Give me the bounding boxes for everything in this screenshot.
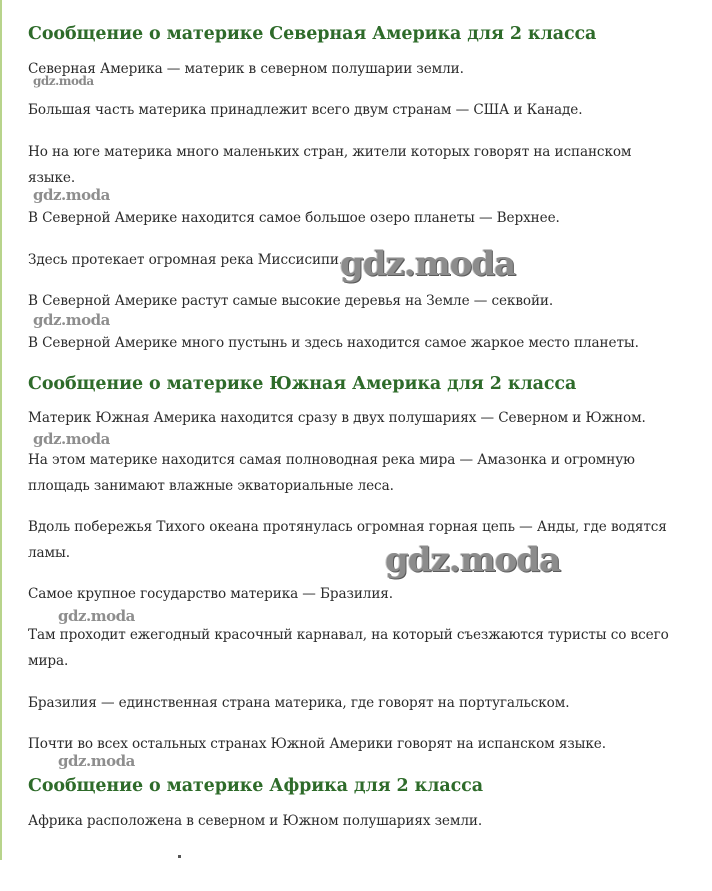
paragraph: В Северной Америке растут самые высокие деревья на Земле — секвойи. xyxy=(28,293,554,309)
watermark-logo: gdz.moda xyxy=(33,311,110,329)
paragraph: На этом материке находится самая полноводная река мира — Амазонка и огромную площадь занимают влажные экваториальные леса. xyxy=(28,452,635,494)
paragraph: Материк Южная Америка находится сразу в двух полушариях — Северном и Южном. xyxy=(28,410,646,426)
watermark-logo: gdz.moda xyxy=(58,607,135,625)
heading-north-america: Сообщение о материке Северная Америка для 2 класса xyxy=(28,24,597,44)
paragraph: Там проходит ежегодный красочный карнавал, на который съезжаются туристы со всего мира. xyxy=(28,627,669,669)
watermark-logo: gdz.moda xyxy=(385,540,561,580)
heading-south-america: Сообщение о материке Южная Америка для 2 класса xyxy=(28,374,577,394)
paragraph: Северная Америка — материк в северном полушарии земли. xyxy=(28,61,464,77)
paragraph: Бразилия — единственная страна материка, где говорят на португальском. xyxy=(28,695,570,711)
paragraph: Африка расположена в северном и Южном полушариях земли. xyxy=(28,813,483,829)
paragraph: Почти во всех остальных странах Южной Америки говорят на испанском языке. xyxy=(28,736,606,752)
watermark-logo: gdz.moda xyxy=(33,430,110,448)
paragraph: Здесь протекает огромная река Миссисипи. xyxy=(28,252,344,268)
watermark-logo: gdz.moda xyxy=(33,74,94,88)
paragraph: Но на юге материка много маленьких стран, жители которых говорят на испанском языке. xyxy=(28,144,632,186)
watermark-logo: gdz.moda xyxy=(340,244,516,284)
watermark-logo: gdz.moda xyxy=(58,752,135,770)
paragraph: В Северной Америке много пустынь и здесь находится самое жаркое место планеты. xyxy=(28,335,639,351)
paragraph: Самое крупное государство материка — Бразилия. xyxy=(28,586,393,602)
paragraph: Большая часть материка принадлежит всего двум странам — США и Канаде. xyxy=(28,102,583,118)
watermark-logo: gdz.moda xyxy=(33,186,110,204)
paragraph: В Северной Америке находится самое большое озеро планеты — Верхнее. xyxy=(28,210,560,226)
paragraph: Вдоль побережья Тихого океана протянулась огромная горная цепь — Анды, где водятся ламы. xyxy=(28,519,667,561)
cutoff-mark xyxy=(178,855,181,858)
heading-africa: Сообщение о материке Африка для 2 класса xyxy=(28,776,483,796)
